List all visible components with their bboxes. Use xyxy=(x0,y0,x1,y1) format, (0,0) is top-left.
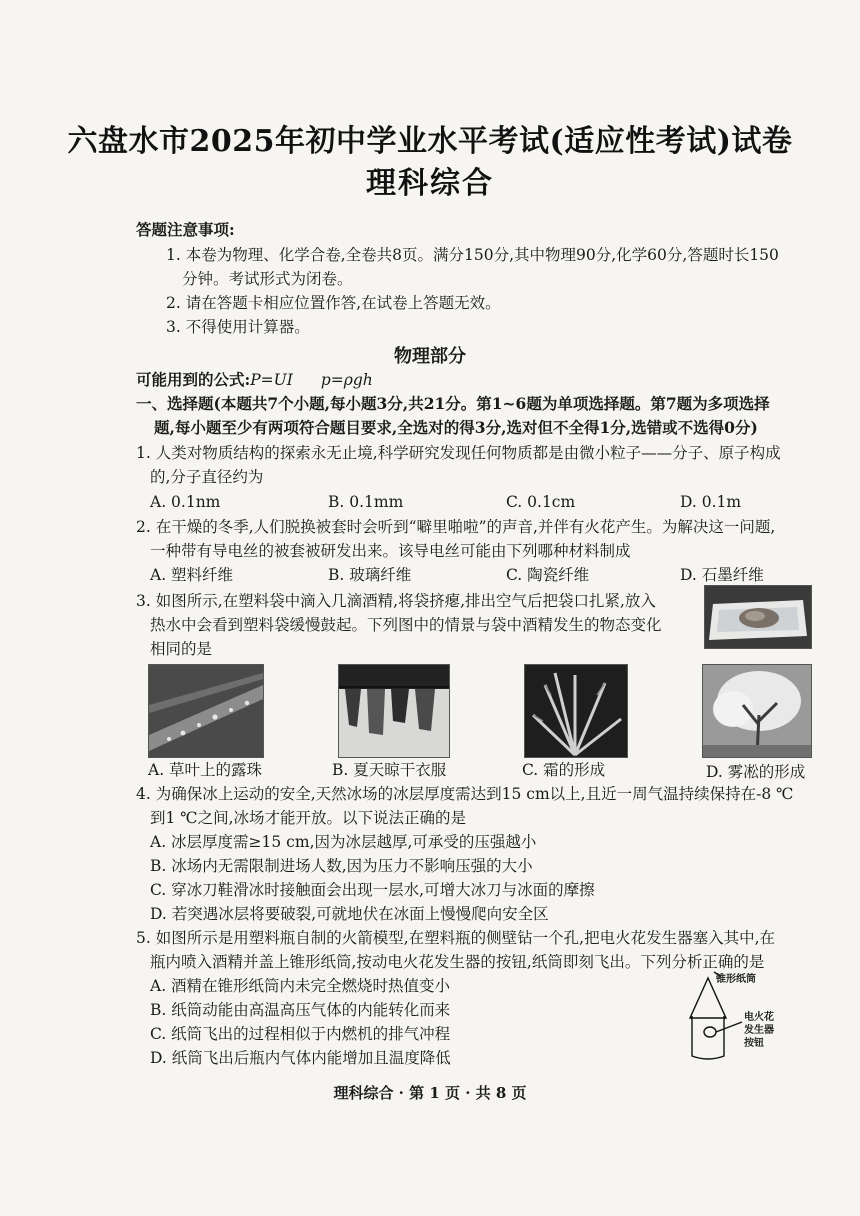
formula-label: 可能用到的公式: xyxy=(136,370,251,389)
igniter-label-1: 电火花 xyxy=(744,1012,774,1023)
drying-clothes-icon xyxy=(339,665,449,757)
q5-option-d: D. 纸筒飞出后瓶内气体内能增加且温度降低 xyxy=(150,1049,451,1067)
q3-stem-cont: 热水中会看到塑料袋缓慢鼓起。下列图中的情景与袋中酒精发生的物态变化 xyxy=(150,616,662,634)
q4-stem: 4. 为确保冰上运动的安全,天然冰场的冰层厚度需达到15 cm以上,且近一周气温持续保持在-8 ℃ xyxy=(136,785,794,803)
q2-stem: 2. 在干燥的冬季,人们脱换被套时会听到“噼里啪啦”的声音,并伴有火花产生。为解决这一问题, xyxy=(136,518,776,536)
q4-stem-cont: 到1 ℃之间,冰场才能开放。以下说法正确的是 xyxy=(150,809,467,827)
part1-instructions-cont: 题,每小题至少有两项符合题目要求,全选对的得3分,选对但不全得1分,选错或不选得0分) xyxy=(154,418,758,437)
q5-option-a: A. 酒精在锥形纸筒内未完全燃烧时热值变小 xyxy=(150,977,451,995)
q1-option-b: B. 0.1mm xyxy=(328,493,404,511)
notice-item-3: 3. 不得使用计算器。 xyxy=(166,318,310,336)
q1-stem: 1. 人类对物质结构的探索永无止境,科学研究发现任何物质都是由微小粒子——分子、原子构成 xyxy=(136,444,781,462)
tray-hot-water-icon xyxy=(705,586,811,648)
tray-photo xyxy=(704,585,812,649)
q5-stem: 5. 如图所示是用塑料瓶自制的火箭模型,在塑料瓶的侧壁钻一个孔,把电火花发生器塞入其中,在 xyxy=(136,929,775,947)
igniter-label-2: 发生器 xyxy=(744,1025,774,1036)
notice-item-1: 1. 本卷为物理、化学合卷,全卷共8页。满分150分,其中物理90分,化学60分,答题时长150 xyxy=(166,246,779,264)
q3-stem: 3. 如图所示,在塑料袋中滴入几滴酒精,将袋挤瘪,排出空气后把袋口扎紧,放入 xyxy=(136,592,656,610)
q2-option-b: B. 玻璃纤维 xyxy=(328,566,412,584)
q1-option-a: A. 0.1nm xyxy=(150,493,221,511)
cone-label: 锥形纸筒 xyxy=(716,974,756,985)
rime-photo xyxy=(702,664,812,758)
q5-option-c: C. 纸筒飞出的过程相似于内燃机的排气冲程 xyxy=(150,1025,451,1043)
q2-option-a: A. 塑料纤维 xyxy=(150,566,234,584)
notice-item-1-cont: 分钟。考试形式为闭卷。 xyxy=(182,270,353,288)
formula-power: P=UI xyxy=(250,371,293,389)
dew-on-grass-icon xyxy=(149,665,263,757)
section-title: 物理部分 xyxy=(394,346,466,367)
notice-heading: 答题注意事项: xyxy=(136,220,235,239)
q4-option-d: D. 若突遇冰层将要破裂,可就地伏在冰面上慢慢爬向安全区 xyxy=(150,905,549,923)
q3-option-b: B. 夏天晾干衣服 xyxy=(332,761,447,779)
dew-photo xyxy=(148,664,264,758)
frost-on-leaves-icon xyxy=(525,665,627,757)
q4-option-b: B. 冰场内无需限制进场人数,因为压力不影响压强的大小 xyxy=(150,857,533,875)
frost-photo xyxy=(524,664,628,758)
page-footer: 理科综合 · 第 1 页 · 共 8 页 xyxy=(333,1084,527,1102)
formula-row xyxy=(136,368,373,392)
q3-option-d: D. 雾凇的形成 xyxy=(706,763,806,781)
q1-option-d: D. 0.1m xyxy=(680,493,742,511)
igniter-label-3: 按钮 xyxy=(744,1038,764,1049)
laundry-photo xyxy=(338,664,450,758)
q3-option-a: A. 草叶上的露珠 xyxy=(148,761,263,779)
q5-option-b: B. 纸筒动能由高温高压气体的内能转化而来 xyxy=(150,1001,451,1019)
paper-subtitle: 理科综合 xyxy=(366,166,494,201)
notice-item-2: 2. 请在答题卡相应位置作答,在试卷上答题无效。 xyxy=(166,294,501,312)
paper-title: 六盘水市2025年初中学业水平考试(适应性考试)试卷 xyxy=(67,124,793,159)
formula-pressure: p=ρgh xyxy=(320,371,373,389)
q1-stem-cont: 的,分子直径约为 xyxy=(150,468,264,486)
q5-stem-cont: 瓶内喷入酒精并盖上锥形纸筒,按动电火花发生器的按钮,纸筒即刻飞出。下列分析正确的是 xyxy=(150,953,765,971)
q3-option-c: C. 霜的形成 xyxy=(522,761,606,779)
rocket-figure xyxy=(680,970,810,1066)
part1-instructions: 一、选择题(本题共7个小题,每小题3分,共21分。第1~6题为单项选择题。第7题为多项选择 xyxy=(136,394,770,413)
q1-option-c: C. 0.1cm xyxy=(506,493,576,511)
rime-tree-icon xyxy=(703,665,811,757)
q4-option-c: C. 穿冰刀鞋滑冰时接触面会出现一层水,可增大冰刀与冰面的摩擦 xyxy=(150,881,595,899)
q2-option-d: D. 石墨纤维 xyxy=(680,566,764,584)
q3-stem-cont2: 相同的是 xyxy=(150,640,213,658)
q2-stem-cont: 一种带有导电丝的被套被研发出来。该导电丝可能由下列哪种材料制成 xyxy=(150,542,631,560)
q2-option-c: C. 陶瓷纤维 xyxy=(506,566,590,584)
q4-option-a: A. 冰层厚度需≥15 cm,因为冰层越厚,可承受的压强越小 xyxy=(150,833,537,851)
